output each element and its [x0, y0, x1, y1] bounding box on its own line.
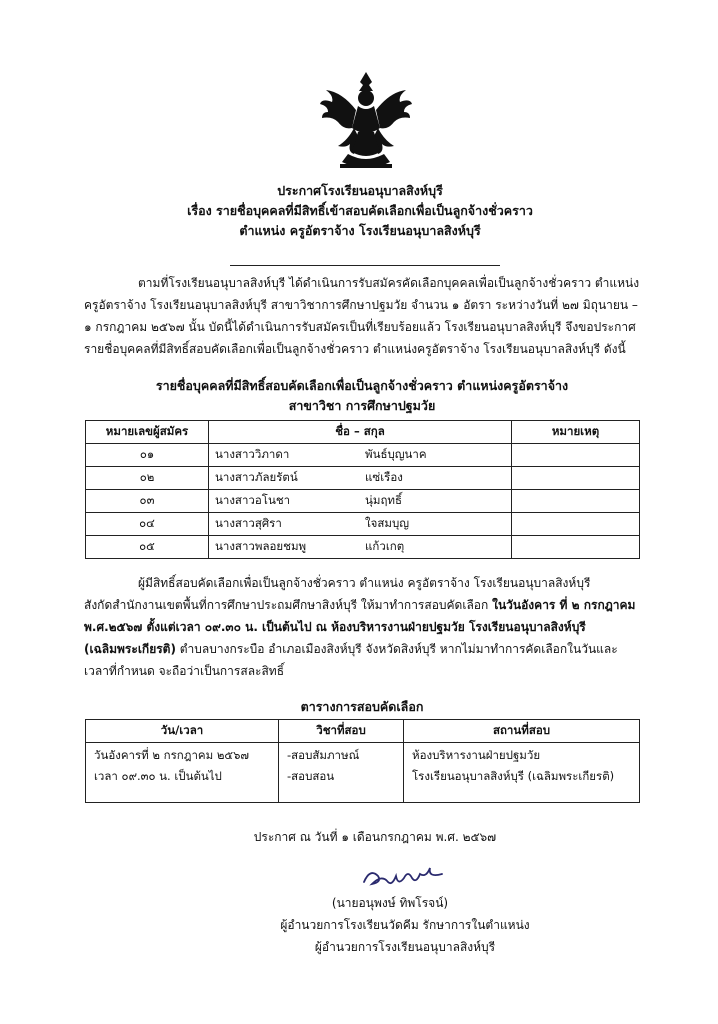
- schedule-date: วันอังคารที่ ๒ กรกฎาคม ๒๕๖๗: [94, 748, 250, 762]
- candidates-table: [85, 420, 640, 559]
- schedule-school: โรงเรียนอนุบาลสิงห์บุรี (เฉลิมพระเกียรติ): [412, 769, 615, 783]
- exam-paragraph: [84, 572, 640, 682]
- schedule-room: ห้องบริหารงานฝ่ายปฐมวัย: [412, 748, 541, 762]
- candidate-number: ๐๕: [86, 536, 209, 559]
- first-name: นางสาวภัลยรัตน์: [215, 470, 298, 484]
- list-subtitle: สาขาวิชา การศึกษาปฐมวัย: [288, 398, 436, 413]
- schedule-place: [404, 743, 640, 803]
- candidate-number: ๐๑: [86, 444, 209, 467]
- exam-line: ผู้มีสิทธิ์สอบคัดเลือกเพื่อเป็นลูกจ้างชั่วคราว ตำแหน่ง ครูอัตราจ้าง โรงเรียนอนุบาลสิงห์บุรี: [138, 576, 591, 590]
- exam-place-suffix-bold: (เฉลิมพระเกียรติ): [84, 642, 176, 656]
- candidate-number: ๐๓: [86, 490, 209, 513]
- candidate-note: [512, 467, 640, 490]
- candidate-name: [209, 513, 512, 536]
- column-header: วิชาที่สอบ: [279, 720, 404, 743]
- exam-line: สังกัดสำนักงานเขตพื้นที่การศึกษาประถมศึกษาสิงห์บุรี ให้มาทำการสอบคัดเลือก: [84, 598, 493, 612]
- last-name: แก้วเกตุ: [365, 539, 405, 553]
- candidate-note: [512, 444, 640, 467]
- exam-line: เวลาที่กำหนด จะถือว่าเป็นการสละสิทธิ์: [84, 664, 285, 678]
- intro-line: ๑ กรกฎาคม ๒๕๖๗ นั้น บัดนี้ได้ดำเนินการรับสมัครเป็นที่เรียบร้อยแล้ว โรงเรียนอนุบาลสิงห์บุรี จึงขอประกาศ: [84, 320, 636, 334]
- exam-time-place-bold: พ.ศ.๒๕๖๗ ตั้งแต่เวลา ๐๙.๓๐ น. เป็นต้นไป ณ ห้องบริหารงานฝ่ายปฐมวัย โรงเรียนอนุบาลสิงห์บุรี: [84, 620, 586, 634]
- table-header-row: [86, 720, 640, 743]
- first-name: นางสาวสุศิรา: [215, 516, 282, 530]
- announce-date: ประกาศ ณ วันที่ ๑ เดือนกรกฎาคม พ.ศ. ๒๕๖๗: [253, 830, 497, 844]
- column-header: หมายเหตุ: [512, 421, 640, 444]
- table-row: [86, 743, 640, 803]
- exam-date-bold: ในวันอังคาร ที่ ๒ กรกฎาคม: [492, 598, 636, 612]
- intro-line: รายชื่อบุคคลที่มีสิทธิ์สอบคัดเลือกเพื่อเป็นลูกจ้างชั่วคราว ตำแหน่งครูอัตราจ้าง โรงเรียนอนุบาลสิงห์บุรี ดังนี้: [84, 342, 626, 356]
- intro-paragraph: [84, 272, 640, 360]
- last-name: นุ่มฤทธิ์: [365, 493, 403, 507]
- list-title: รายชื่อบุคคลที่มีสิทธิ์สอบคัดเลือกเพื่อเป็นลูกจ้างชั่วคราว ตำแหน่งครูอัตราจ้าง: [155, 378, 569, 393]
- candidate-note: [512, 513, 640, 536]
- table-row: [86, 513, 640, 536]
- header-divider: [230, 265, 500, 266]
- intro-line: ตามที่โรงเรียนอนุบาลสิงห์บุรี ได้ดำเนินการรับสมัครคัดเลือกบุคคลเพื่อเป็นลูกจ้างชั่วคราว ตำแหน่ง: [138, 276, 640, 290]
- header-subject: เรื่อง รายชื่อบุคคลที่มีสิทธิ์เข้าสอบคัดเลือกเพื่อเป็นลูกจ้างชั่วคราว: [187, 203, 533, 218]
- candidate-note: [512, 490, 640, 513]
- candidate-name: [209, 536, 512, 559]
- candidate-number: ๐๒: [86, 467, 209, 490]
- last-name: พันธ์บุญนาค: [365, 447, 427, 461]
- candidate-name: [209, 467, 512, 490]
- schedule-subjects: [279, 743, 404, 803]
- schedule-title: ตารางการสอบคัดเลือก: [300, 699, 424, 714]
- schedule-subject: -สอบสัมภาษณ์: [287, 748, 360, 762]
- exam-line: ตำบลบางกระบือ อำเภอเมืองสิงห์บุรี จังหวัดสิงห์บุรี หากไม่มาทำการคัดเลือกในวันและ: [175, 642, 618, 656]
- table-row: [86, 467, 640, 490]
- schedule-time: เวลา ๐๙.๓๐ น. เป็นต้นไป: [94, 769, 222, 783]
- column-header: วัน/เวลา: [86, 720, 279, 743]
- column-header: ชื่อ – สกุล: [209, 421, 512, 444]
- schedule-table: [85, 719, 640, 803]
- header-title: ประกาศโรงเรียนอนุบาลสิงห์บุรี: [277, 183, 443, 198]
- schedule-datetime: [86, 743, 279, 803]
- table-row: [86, 444, 640, 467]
- garuda-emblem-icon: [318, 70, 414, 172]
- signature-icon: [360, 862, 450, 892]
- table-header-row: [86, 421, 640, 444]
- last-name: ใจสมบุญ: [365, 516, 410, 530]
- signer-position-acting: ผู้อำนวยการโรงเรียนอนุบาลสิงห์บุรี: [314, 940, 496, 954]
- first-name: นางสาวอโนชา: [215, 493, 291, 507]
- candidate-number: ๐๔: [86, 513, 209, 536]
- column-header: หมายเลขผู้สมัคร: [86, 421, 209, 444]
- candidate-note: [512, 536, 640, 559]
- signer-position: ผู้อำนวยการโรงเรียนวัดคีม รักษาการในตำแหน่ง: [280, 918, 530, 932]
- last-name: แซ่เรือง: [365, 470, 403, 484]
- signer-name: (นายอนุพงษ์ ทิพโรจน์): [331, 896, 449, 910]
- table-row: [86, 490, 640, 513]
- header-position: ตำแหน่ง ครูอัตราจ้าง โรงเรียนอนุบาลสิงห์บุรี: [239, 223, 481, 238]
- table-row: [86, 536, 640, 559]
- first-name: นางสาวพลอยชมพู: [215, 539, 307, 553]
- first-name: นางสาววิภาดา: [215, 447, 290, 461]
- candidate-name: [209, 490, 512, 513]
- intro-line: ครูอัตราจ้าง โรงเรียนอนุบาลสิงห์บุรี สาขาวิชาการศึกษาปฐมวัย จำนวน ๑ อัตรา ระหว่างวันที่ ๒๗ มิถุนายน –: [84, 298, 638, 312]
- candidate-name: [209, 444, 512, 467]
- schedule-subject: -สอบสอน: [287, 769, 335, 783]
- column-header: สถานที่สอบ: [404, 720, 640, 743]
